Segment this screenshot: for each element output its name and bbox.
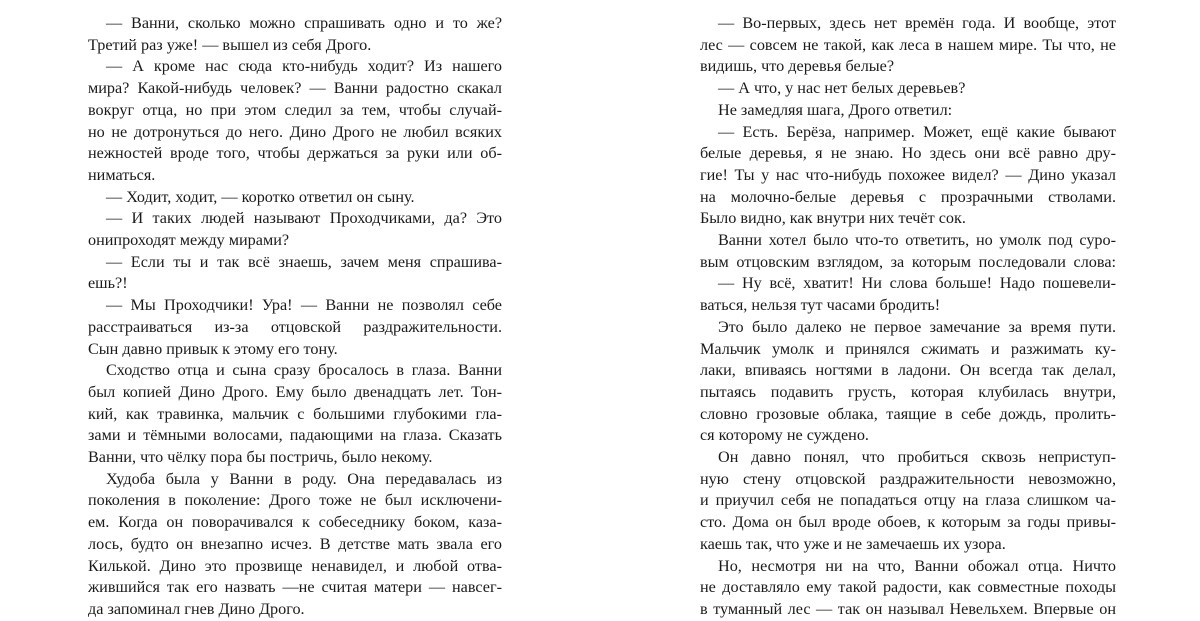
left-page-text-line: ниматься. <box>88 165 156 184</box>
left-page-text-line: — И таких людей называют Проходчиками, да? Это <box>106 209 502 228</box>
left-page-text-line: — Ходит, ходит, — коротко ответил он сыну. <box>106 187 415 206</box>
left-page-text-line: лось, будто он внезапно исчез. В детстве мать звала его <box>88 534 502 553</box>
left-page-text-line: Сын давно привык к этому его тону. <box>88 339 338 358</box>
left-page-text-line: ешь?! <box>88 274 128 293</box>
right-page-text-line: ся которому не суждено. <box>700 426 869 445</box>
right-page-text-line: и приучил себя не попадаться отцу на глаза слишком ча- <box>700 491 1116 510</box>
right-page-text-line: ваться, нельзя тут часами бродить! <box>700 296 941 315</box>
left-page-text-line: Худоба была у Ванни в роду. Она передавалась из <box>106 469 502 488</box>
right-page-text-line: видишь, что деревья белые? <box>700 57 895 76</box>
right-page-text-line: Ванни хотел было что-то ответить, но умолк под суро- <box>718 231 1116 250</box>
right-page-text-line: в туманный лес — так он называл Невельхем. Впервые он <box>700 599 1116 618</box>
right-page-text-line: не доставляло ему такой радости, как совместные походы <box>700 578 1116 597</box>
left-page-text-line: — Если ты и так всё знаешь, зачем меня спрашива- <box>106 252 502 271</box>
left-page-text-line: кий, как травинка, мальчик с большими глубокими гла- <box>88 404 502 423</box>
right-page-text-line: Не замедляя шага, Дрого ответил: <box>718 100 953 119</box>
right-page-text-line: пытаясь подавить грусть, которая клубилась внутри, <box>700 382 1116 401</box>
left-page-text-line: — Мы Проходчики! Ура! — Ванни не позволял себе <box>106 296 502 315</box>
right-page-text-line: Мальчик умолк и принялся сжимать и разжимать ку- <box>700 339 1116 358</box>
left-page-text-line: Сходство отца и сына сразу бросалось в глаза. Ванни <box>106 361 502 380</box>
left-page-text-line: Ванни, что чёлку пора бы постричь, было некому. <box>88 448 433 467</box>
left-page-text-line: жившийся так его назвать —не считая матери — навсег- <box>88 578 502 597</box>
left-page-text-line: Килькой. Дино это прозвище ненавидел, и любой отва- <box>88 556 502 575</box>
right-page-text-line: Было видно, как внутри них течёт сок. <box>700 209 966 228</box>
left-page-text-line: расстраиваться из-за отцовской раздражительности. <box>88 317 502 336</box>
right-page-text-line: на молочно-белые деревья с прозрачными стволами. <box>700 187 1116 206</box>
right-page-text-line: — Ну всё, хватит! Ни слова больше! Надо пошевели- <box>718 274 1116 293</box>
right-page-text-line: — Есть. Берёза, например. Может, ещё какие бывают <box>718 122 1116 141</box>
right-page-text-line: вым отцовским взглядом, за которым последовали слова: <box>700 252 1116 271</box>
left-page-text-line: — Ванни, сколько можно спрашивать одно и то же? <box>106 14 502 32</box>
left-page-text-line: онипроходят между мирами? <box>88 231 290 250</box>
left-page-text-line: да запоминал гнев Дино Дрого. <box>88 599 305 618</box>
right-page-text-line: гие! Ты у нас что-нибудь похожее видел? — Дино указал <box>700 165 1116 184</box>
left-page <box>88 13 502 621</box>
right-page-text-line: Но, несмотря ни на что, Ванни обожал отца. Ничто <box>718 556 1116 575</box>
right-page-text-line: белые деревья, я не знаю. Но здесь они всё равно дру- <box>700 144 1116 163</box>
right-page-text-line: лес — совсем не такой, как леса в нашем мире. Ты что, не <box>700 35 1116 54</box>
right-page-text-line: Это было далеко не первое замечание за время пути. <box>718 317 1116 336</box>
right-page <box>700 13 1116 621</box>
right-page-text-line: каешь так, что уже и не замечаешь их узора. <box>700 534 1006 553</box>
right-page-text-line: — Во-первых, здесь нет времён года. И вообще, этот <box>718 14 1116 32</box>
left-page-text-line: был копией Дино Дрого. Ему было двенадцать лет. Тон- <box>88 382 502 401</box>
left-page-text-line: ем. Когда он поворачивался к собеседнику боком, каза- <box>88 513 502 532</box>
left-page-text-line: поколения в поколение: Дрого тоже не был исключени- <box>88 491 502 510</box>
right-page-text-line: Он давно понял, что пробиться сквозь неприступ- <box>718 448 1116 467</box>
right-page-text-line: — А что, у нас нет белых деревьев? <box>718 79 966 98</box>
right-page-text-line: лаки, впиваясь ногтями в ладони. Он всегда так делал, <box>700 361 1116 380</box>
left-page-text-line: Третий раз уже! — вышел из себя Дрого. <box>88 35 372 54</box>
left-page-text-line: зами и тёмными волосами, падающими на глаза. Сказать <box>88 426 502 445</box>
right-page-text-line: словно грозовые облака, таящие в себе дождь, пролить- <box>700 404 1116 423</box>
left-page-text-line: нежностей вроде того, чтобы держаться за руки или об- <box>88 144 502 163</box>
left-page-text-line: вокруг отца, но при этом следил за тем, чтобы случай- <box>88 100 502 119</box>
left-page-text-line: — А кроме нас сюда кто-нибудь ходит? Из нашего <box>106 57 502 76</box>
right-page-text-line: сто. Дома он был вроде обоев, к которым за годы привы- <box>700 513 1116 532</box>
right-page-text-line: ную стену отцовской раздражительности невозможно, <box>700 469 1116 488</box>
left-page-text-line: мира? Какой-нибудь человек? — Ванни радостно скакал <box>88 79 502 98</box>
left-page-text-line: но не дотронуться до него. Дино Дрого не любил всяких <box>88 122 502 141</box>
